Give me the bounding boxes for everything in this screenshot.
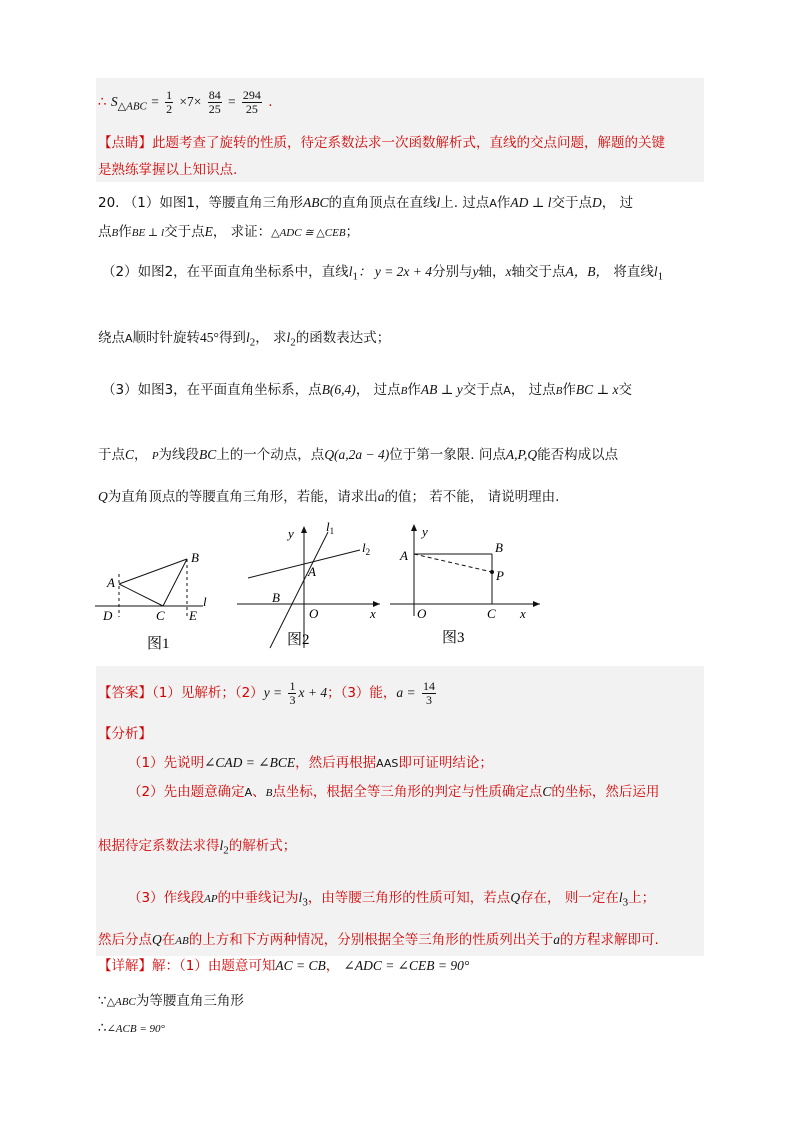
analysis-step1: （1）先说明∠CAD = ∠BCE，然后再根据AAS即可证明结论；	[128, 755, 493, 771]
analysis-step3-line1: （3）作线段AP的中垂线记为$l_3$，由等腰三角形的性质可知，若点Q存在， 则一定在$l_3$上；	[128, 890, 656, 909]
detail-line1: 【详解】解：（1）由题意可知AC = CB， ∠ADC = ∠CEB = 90°	[98, 958, 470, 974]
fig2-label-y: y	[288, 526, 294, 541]
point-p	[490, 570, 494, 574]
fraction: $\frac{294}{25}$	[242, 87, 261, 116]
fig3-label-y: y	[422, 524, 428, 539]
figure-2	[232, 518, 382, 658]
detail-line3: ∴∠ACB = 90°	[98, 1020, 165, 1036]
segment-ap	[414, 554, 492, 572]
area-formula: ∴ $S_{\triangle ABC}$ = $\frac{1}{2}$ ×7× $\frac{84}{25}$ = $\frac{294}{25}$ .	[98, 87, 273, 116]
fraction: $\frac{1}{2}$	[166, 87, 173, 116]
analysis-step2-line2: 根据待定系数法求得$l_2$的解析式；	[98, 838, 297, 857]
fig3-label-o: O	[417, 606, 427, 621]
y-arrow	[411, 524, 417, 531]
fig2-label-a: A	[308, 564, 316, 579]
fig1-label-a: A	[107, 575, 115, 590]
problem-part1-line2: 点B作BE ⊥ l交于点E， 求证：△ADC ≅ △CEB；	[98, 224, 360, 240]
review-line-1: 【点睛】此题考查了旋转的性质，待定系数法求一次函数解析式，直线的交点问题，解题的关键	[98, 135, 665, 151]
figure-3	[388, 520, 543, 650]
side-ab	[119, 559, 187, 584]
analysis-title: 【分析】	[98, 726, 152, 742]
problem-part2-line2: 绕点A顺时针旋转45°得到$l_2$， 求$l_2$的函数表达式；	[98, 330, 391, 349]
analysis-step3-line2: 然后分点Q在AB的上方和下方两种情况，分别根据全等三角形的性质列出关于a的方程求解即可.	[98, 932, 659, 948]
therefore-symbol: ∴	[98, 94, 107, 110]
fraction: $\frac{84}{25}$	[208, 87, 221, 116]
answer-line: 【答案】（1）见解析；（2）y = $\frac{1}{3}$ x + 4；（3）能，a = $\frac{14}{3}$	[98, 678, 435, 707]
fig2-label-x: x	[370, 606, 376, 621]
problem-part3-line2: 于点C， P为线段BC上的一个动点，点Q(a,2a − 4)位于第一象限. 问点A,P,Q能否构成以点	[98, 447, 619, 463]
fig1-caption: 图1	[147, 636, 170, 652]
fig1-label-b: B	[191, 550, 199, 565]
fig3-caption: 图3	[442, 630, 465, 646]
fig3-label-p: P	[496, 568, 504, 583]
fig1-label-c: C	[156, 608, 165, 623]
fig2-label-o: O	[309, 606, 319, 621]
fig3-label-b: B	[495, 540, 503, 555]
review-line-2: 是熟练掌握以上知识点.	[98, 162, 238, 178]
fig3-label-a: A	[400, 548, 408, 563]
side-ac	[119, 584, 163, 606]
problem-part1-line1: 20. （1）如图1，等腰直角三角形ABC的直角顶点在直线l上. 过点A作AD ⊥ l交于点D， 过	[98, 195, 634, 211]
problem-part3-line1: （3）如图3，在平面直角坐标系，点B(6,4)， 过点B作AB ⊥ y交于点A， 过点B作BC ⊥ x交	[102, 382, 633, 398]
fig1-label-e: E	[189, 608, 197, 623]
detail-line2: ∵△ABC为等腰直角三角形	[98, 993, 244, 1009]
fig2-label-b: B	[272, 590, 280, 605]
x-arrow	[533, 601, 540, 607]
fig2-label-l2: $l_2$	[362, 540, 371, 557]
y-arrow	[301, 526, 307, 533]
problem-part3-line3: Q为直角顶点的等腰直角三角形，若能，请求出a的值； 若不能， 请说明理由.	[98, 489, 560, 505]
analysis-step2-line1: （2）先由题意确定A、B点坐标，根据全等三角形的判定与性质确定点C的坐标，然后运用	[128, 784, 660, 800]
figure-1	[95, 540, 220, 660]
fig3-label-c: C	[487, 606, 496, 621]
fig2-caption: 图2	[287, 632, 310, 648]
fig1-label-l: l	[203, 594, 207, 609]
problem-part2-line1: （2）如图2，在平面直角坐标系中，直线$l_1$： y = 2x + 4分别与y轴，x轴交于点A，B， 将直线$l_1$	[102, 264, 664, 283]
fig1-label-d: D	[103, 608, 113, 623]
fig2-label-l1: $l_1$	[326, 519, 335, 536]
fig3-label-x: x	[520, 606, 526, 621]
